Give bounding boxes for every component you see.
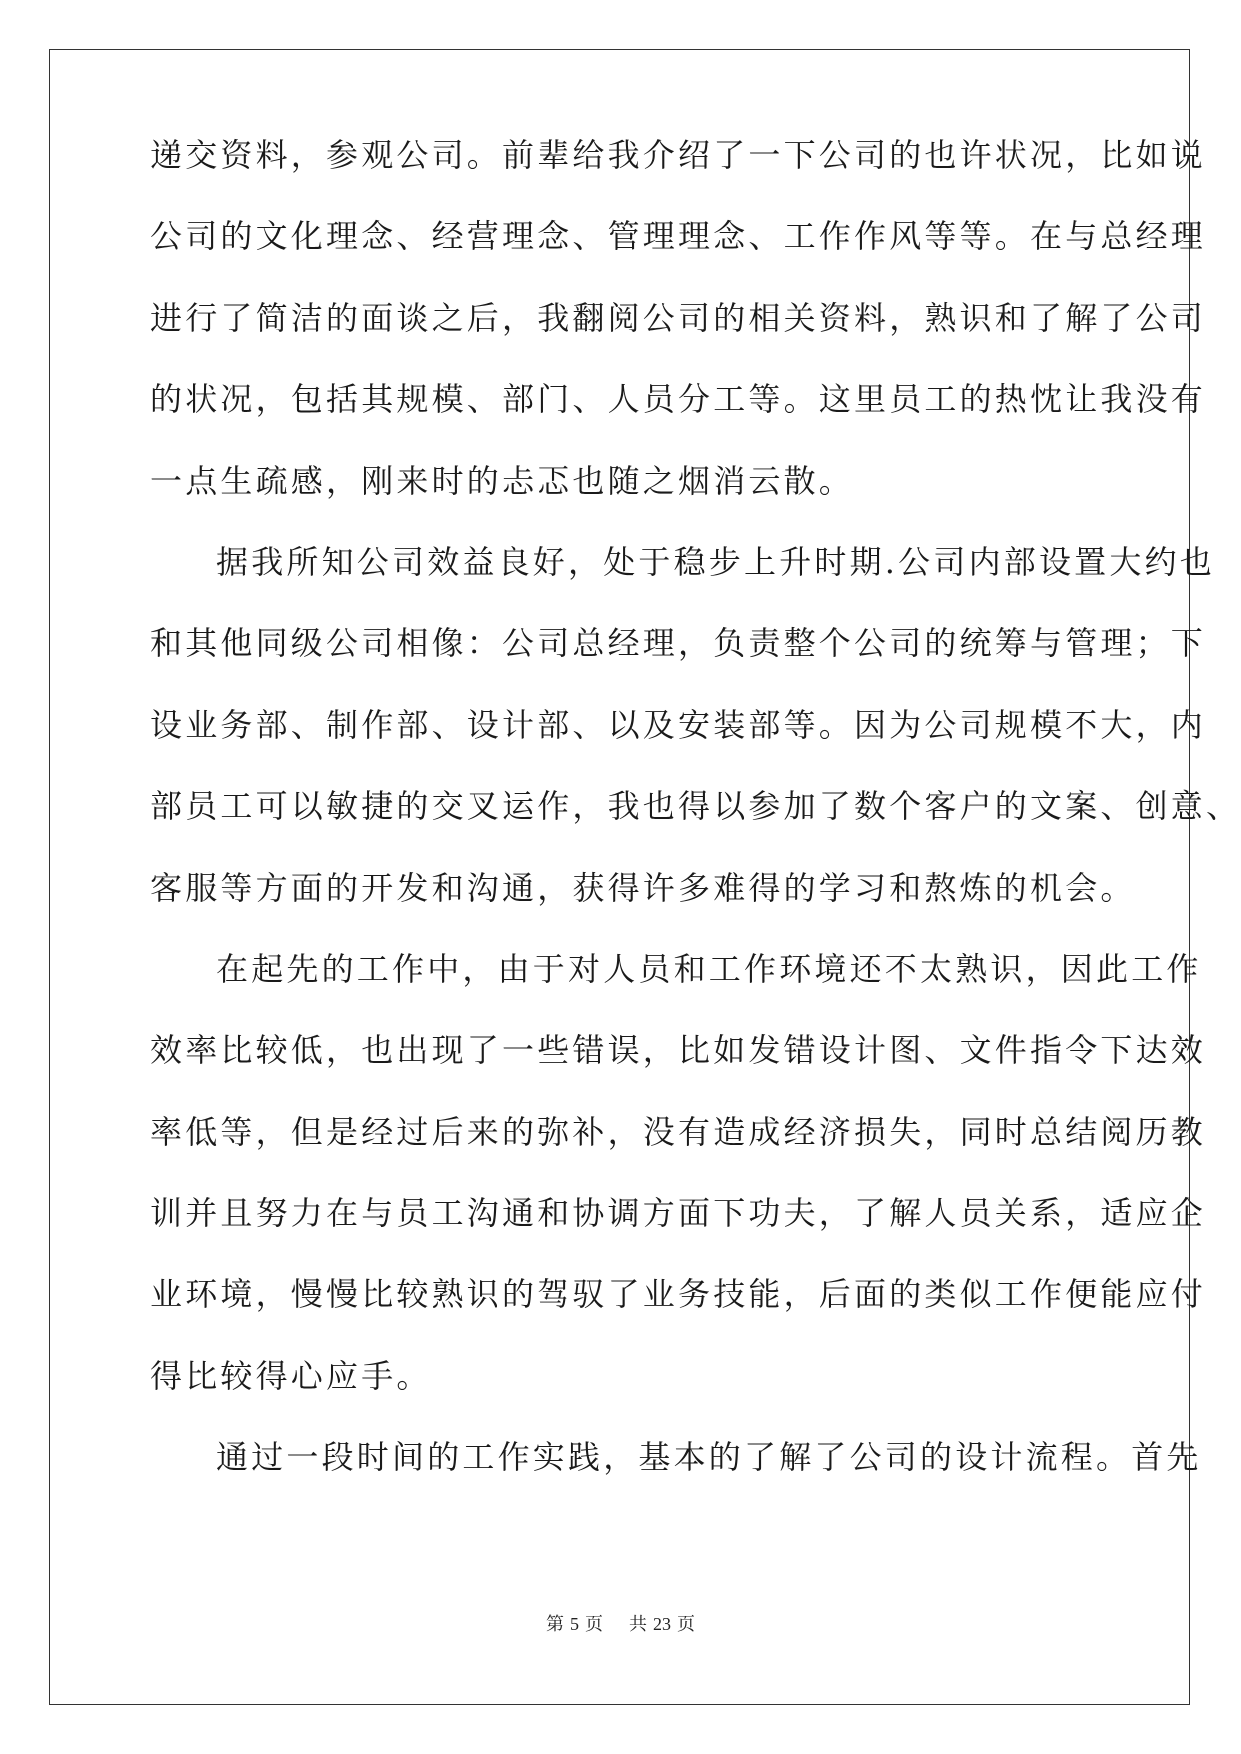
line-text: 公司的文化理念、经营理念、管理理念、工作作风等等。在与总经理 [150,217,1207,256]
line-text: 的状况，包括其规模、部门、人员分工等。这里员工的热忱让我没有 [150,380,1207,419]
footer-total-suffix: 页 [677,1614,695,1634]
line-text: 在起先的工作中，由于对人员和工作环境还不太熟识，因此工作 [216,949,1202,988]
line-text: 客服等方面的开发和沟通，获得许多难得的学习和熬炼的机会。 [150,868,1136,907]
line-text: 业环境，慢慢比较熟识的驾驭了业务技能，后面的类似工作便能应付 [150,1275,1207,1314]
footer-total-pages: 23 [653,1614,671,1634]
line-text: 训并且努力在与员工沟通和协调方面下功夫，了解人员关系，适应企 [150,1194,1207,1233]
line-text: 率低等，但是经过后来的弥补，没有造成经济损失，同时总结阅历教 [150,1112,1207,1151]
line-text: 据我所知公司效益良好，处于稳步上升时期.公司内部设置大约也 [216,542,1215,581]
line-text: 和其他同级公司相像：公司总经理，负责整个公司的统筹与管理；下 [150,624,1207,663]
line-text: 效率比较低，也出现了一些错误，比如发错设计图、文件指令下达效 [150,1031,1207,1070]
footer-page-number: 5 [570,1614,579,1634]
line-text: 设业务部、制作部、设计部、以及安装部等。因为公司规模不大，内 [150,705,1207,744]
line-text: 得比较得心应手。 [150,1356,432,1395]
line-text: 递交资料，参观公司。前辈给我介绍了一下公司的也许状况，比如说 [150,136,1207,174]
paragraph-first-line [150,1438,1202,1538]
page-footer [0,1610,1241,1636]
line-text: 一点生疏感，刚来时的忐忑也随之烟消云散。 [150,461,855,500]
line-text: 进行了简洁的面谈之后，我翻阅公司的相关资料，熟识和了解了公司 [150,298,1207,337]
footer-page-prefix: 第 [546,1614,564,1634]
document-body [150,136,1241,1539]
line-text: 部员工可以敏捷的交叉运作，我也得以参加了数个客户的文案、创意、 [150,787,1241,826]
footer-total-prefix: 共 [629,1614,647,1634]
line-text: 通过一段时间的工作实践，基本的了解了公司的设计流程。首先 [216,1438,1202,1477]
footer-page-suffix: 页 [585,1614,603,1634]
